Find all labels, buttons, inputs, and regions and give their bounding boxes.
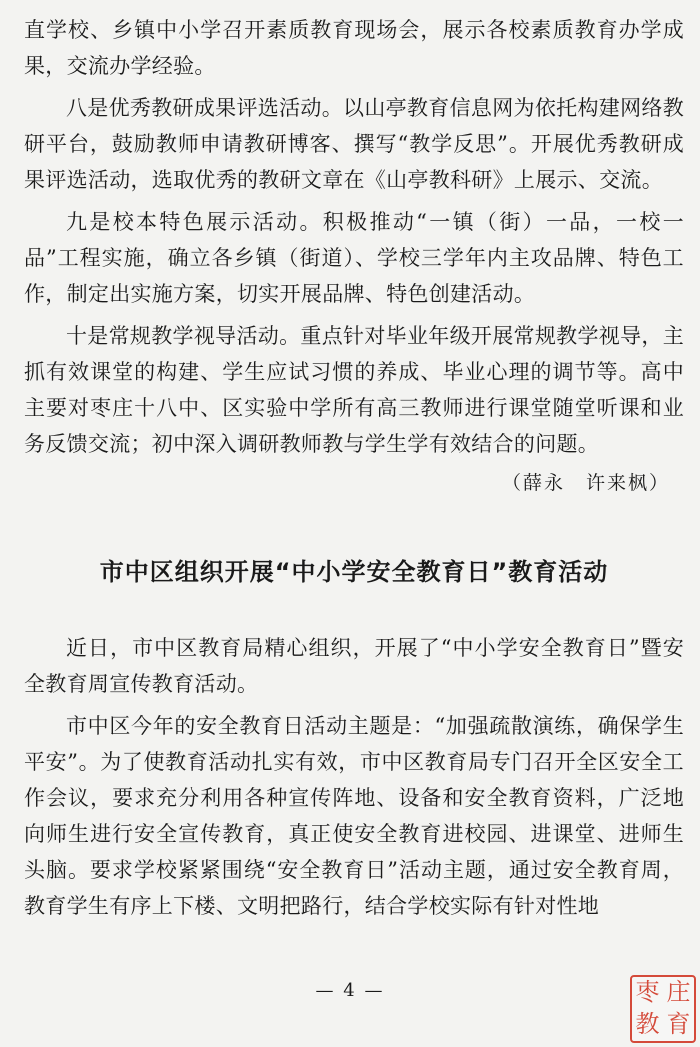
zaozhuang-education-seal bbox=[630, 975, 696, 1043]
page-content bbox=[24, 12, 684, 924]
section-divider-space bbox=[24, 500, 684, 552]
paragraph-theme: 市中区今年的安全教育日活动主题是：“加强疏散演练，确保学生平安”。为了使教育活动扎实有效，市中区教育局专门召开全区安全工作会议，要求充分利用各种宣传阵地、设备和安全教育资料，广泛地向师生进行安全宣传教育，真正使安全教育进校园、进课堂、进师生头脑。要求学校紧紧围绕“安全教育日”活动主题，通过安全教育周，教育学生有序上下楼、文明把路行，结合学校实际有针对性地 bbox=[24, 714, 684, 918]
seal-char: 枣 bbox=[635, 978, 660, 1006]
paragraph-intro: 近日，市中区教育局精心组织，开展了“中小学安全教育日”暨安全教育周宣传教育活动。 bbox=[24, 636, 684, 696]
paragraph-item-eight: 八是优秀教研成果评选活动。以山亭教育信息网为依托构建网络教研平台，鼓励教师申请教研博客、撰写“教学反思”。开展优秀教研成果评选活动，选取优秀的教研文章在《山亭教科研》上展示、交流。 bbox=[24, 96, 684, 192]
paragraph-item-nine: 九是校本特色展示活动。积极推动“一镇（街）一品，一校一品”工程实施，确立各乡镇（街道）、学校三学年内主攻品牌、特色工作，制定出实施方案，切实开展品牌、特色创建活动。 bbox=[24, 210, 684, 306]
article-title: 市中区组织开展“中小学安全教育日”教育活动 bbox=[99, 558, 609, 586]
seal-char: 育 bbox=[666, 1010, 691, 1038]
paragraph-continued: 直学校、乡镇中小学召开素质教育现场会，展示各校素质教育办学成果，交流办学经验。 bbox=[24, 18, 684, 78]
author-credit: （薛永 许来枫） bbox=[501, 472, 670, 494]
paragraph-item-ten: 十是常规教学视导活动。重点针对毕业年级开展常规教学视导，主抓有效课堂的构建、学生应试习惯的养成、毕业心理的调节等。高中主要对枣庄十八中、区实验中学所有高三教师进行课堂随堂听课和业务反馈交流；初中深入调研教师教与学生学有效结合的问题。 bbox=[24, 324, 684, 456]
page-number: — 4 — bbox=[315, 980, 385, 1001]
seal-char: 教 bbox=[635, 1010, 660, 1038]
seal-char: 庄 bbox=[666, 978, 691, 1006]
